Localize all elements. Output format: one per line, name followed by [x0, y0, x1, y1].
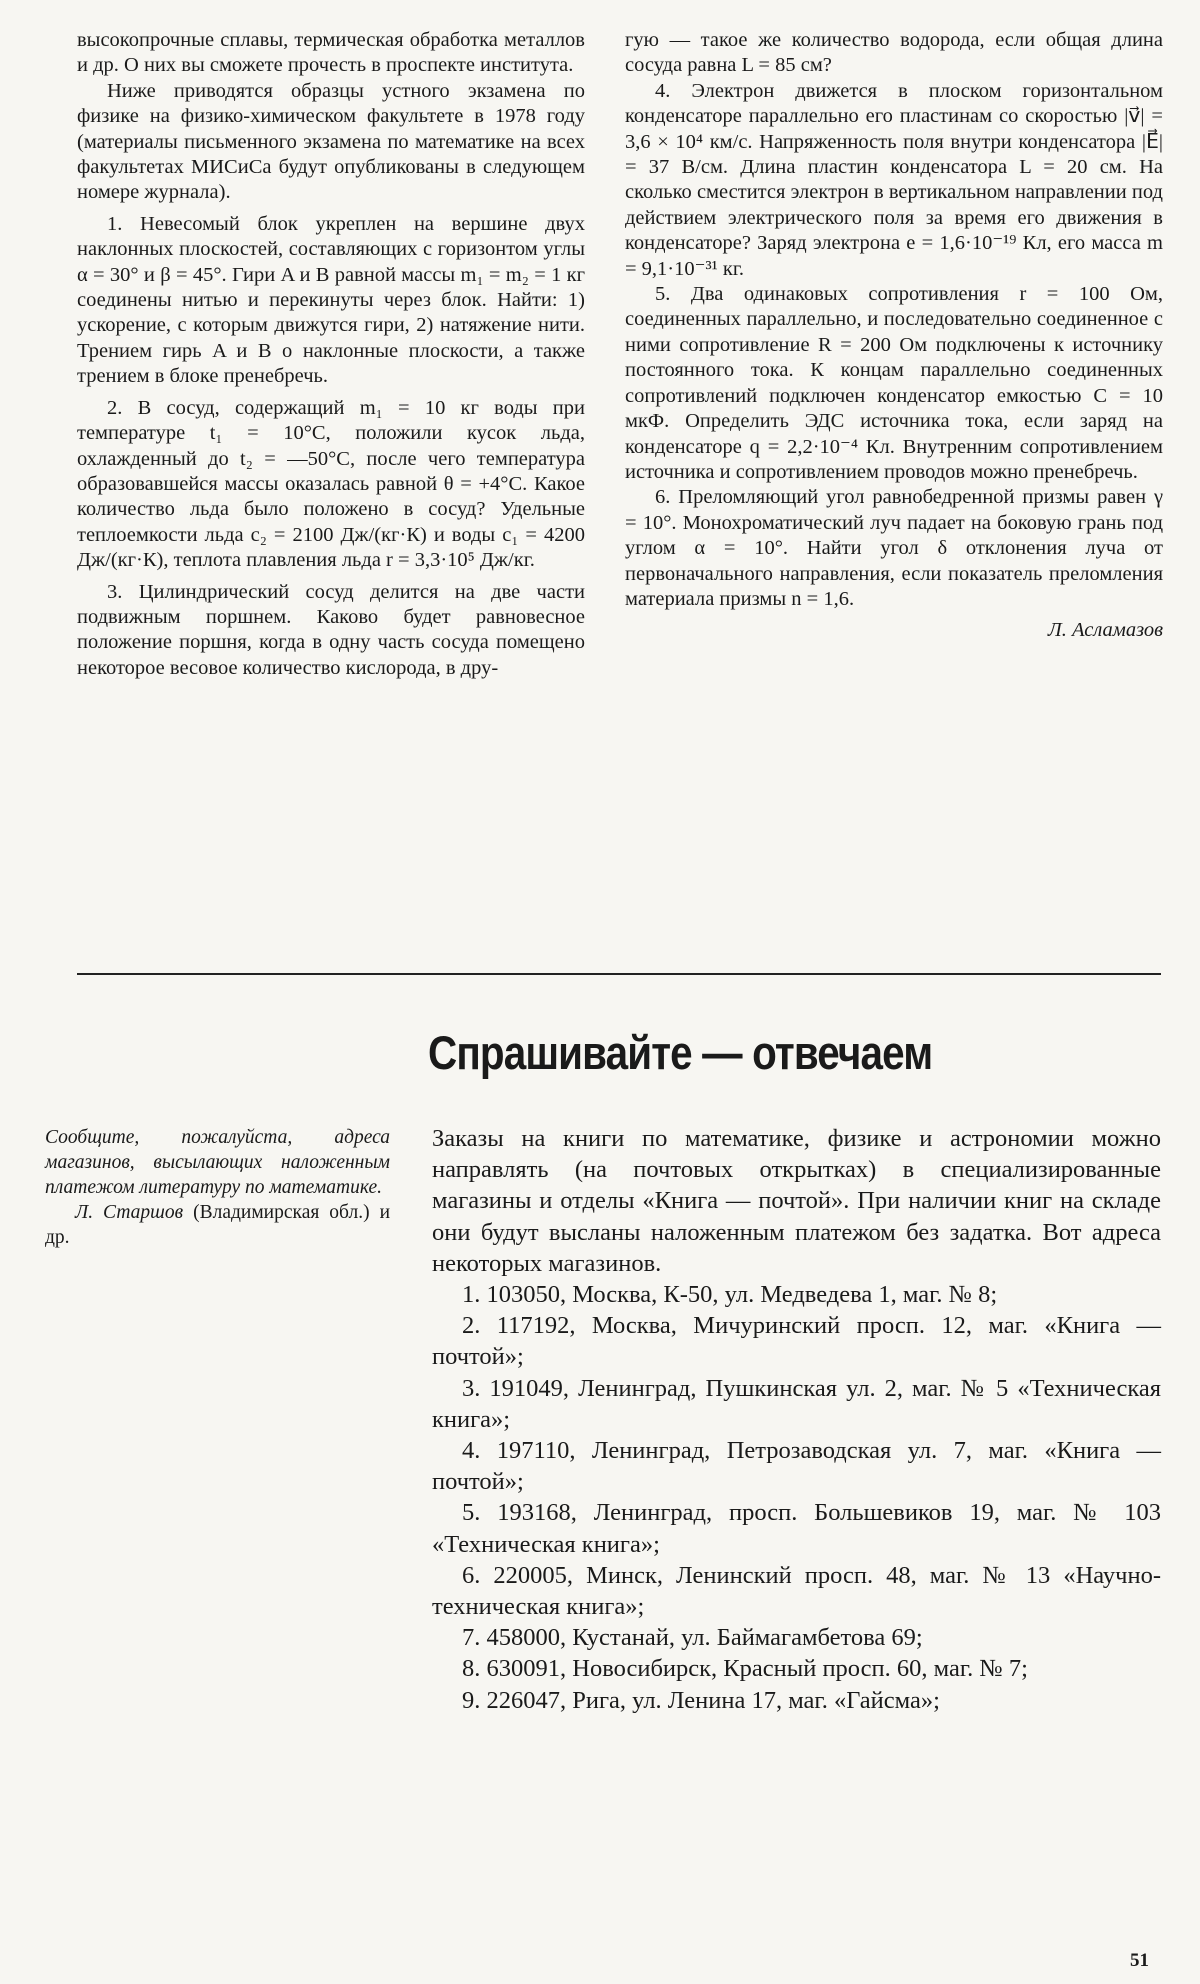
question-text: Сообщите, пожалуйста, адреса магазинов, высылающих наложенным платежом литературу по математике.	[45, 1127, 390, 1198]
address-item: 9. 226047, Рига, ул. Ленина 17, маг. «Гайсма»;	[462, 1686, 940, 1714]
problem-4: 4. Электрон движется в плоском горизонтальном конденсаторе параллельно его пластинам со скоростью |v⃗| = 3,6 × 10⁴ км/с. Напряженность поля внутри конденсатора |E⃗| = 37 В/см. Длина пластин конденсатора L = 20 см. На сколько сместится электрон в вертикальном направлении под действием электрического поля за время его движения в конденсаторе? Заряд электрона e = 1,6·10⁻¹⁹ Кл, его масса m = 9,1·10⁻³¹ кг.	[625, 79, 1163, 280]
right-column	[625, 28, 1163, 644]
intro-tail: высокопрочные сплавы, термическая обработка металлов и др. О них вы сможете прочесть в проспекте института.	[77, 29, 585, 77]
reader-question	[45, 1125, 390, 1250]
answer	[432, 1123, 1161, 1716]
problem-6: 6. Преломляющий угол равнобедренной призмы равен γ = 10°. Монохроматический луч падает на боковую грань под углом α = 10°. Найти угол δ отклонения луча от первоначального направления, если показатель преломления материала призмы n = 1,6.	[625, 486, 1163, 610]
problem-3: 3. Цилиндрический сосуд делится на две части подвижным поршнем. Каково будет равновесное положение поршня, когда в одну часть сосуда помещено некоторое весовое количество кислорода, в дру-	[77, 580, 585, 679]
left-column	[77, 28, 585, 681]
address-item: 2. 117192, Москва, Мичуринский просп. 12, маг. «Книга — почтой»;	[432, 1312, 1161, 1371]
page-number: 51	[1130, 1950, 1149, 1971]
question-author-note: (Владимирская обл.) и др.	[45, 1202, 390, 1248]
address-item: 7. 458000, Кустанай, ул. Баймагамбетова 69;	[462, 1624, 923, 1652]
answer-intro: Заказы на книги по математике, физике и астрономии можно направлять (на почтовых открытках) в специализированные магазины и отделы «Книга — почтой». При наличии книг на складе они будут высланы наложенным платежом без задатка. Вот адреса некоторых магазинов.	[432, 1125, 1161, 1277]
address-item: 4. 197110, Ленинград, Петрозаводская ул. 7, маг. «Книга — почтой»;	[432, 1437, 1161, 1496]
problem-5: 5. Два одинаковых сопротивления r = 100 Ом, соединенных параллельно, и последовательно соединенное с ними сопротивление R = 200 Ом подключены к источнику постоянного тока. К концам параллельно соединенных сопротивлений подключен конденсатор емкостью C = 10 мкФ. Определить ЭДС источника тока, если заряд на конденсаторе q = 2,2·10⁻⁴ Кл. Внутренним сопротивлением источника и сопротивлением проводов можно пренебречь.	[625, 283, 1163, 483]
address-item: 6. 220005, Минск, Ленинский просп. 48, маг. № 13 «Научно-техническая книга»;	[432, 1561, 1161, 1621]
question-author: Л. Старшов	[75, 1202, 184, 1223]
address-item: 8. 630091, Новосибирск, Красный просп. 60, маг. № 7;	[462, 1655, 1028, 1683]
section-heading: Спрашивайте — отвечаем	[428, 1026, 933, 1079]
section-divider	[77, 973, 1161, 975]
address-item: 3. 191049, Ленинград, Пушкинская ул. 2, маг. № 5 «Техническая книга»;	[432, 1374, 1161, 1433]
problem-1: 1. Невесомый блок укреплен на вершине двух наклонных плоскостей, составляющих с горизонтом углы α = 30° и β = 45°. Гири A и B равной массы m₁ = m₂ = 1 кг соединены нитью и перекинуты через блок. Найти: 1) ускорение, с которым движутся гири, 2) натяжение нити. Трением гирь A и B о наклонные плоскости, а также трением в блоке пренебречь.	[77, 212, 585, 388]
address-item: 5. 193168, Ленинград, просп. Большевиков 19, маг. № 103 «Техническая книга»;	[432, 1499, 1161, 1558]
address-item: 1. 103050, Москва, К-50, ул. Медведева 1, маг. № 8;	[462, 1281, 998, 1309]
signature: Л. Асламазов	[1047, 619, 1163, 642]
problem-2: 2. В сосуд, содержащий m₁ = 10 кг воды при температуре t₁ = 10°С, положили кусок льда, охлажденный до t₂ = —50°С, после чего температура образовавшейся массы оказалась равной θ = +4°С. Какое количество льда было положено в сосуд? Удельные теплоемкости льда c₂ = 2100 Дж/(кг·К) и воды c₁ = 4200 Дж/(кг·К), теплота плавления льда r = 3,3·10⁵ Дж/кг.	[77, 396, 585, 572]
exam-intro: Ниже приводятся образцы устного экзамена по физике на физико-химическом факультете в 1978 году (материалы письменного экзамена по математике на всех факультетах МИСиСа будут опубликованы в следующем номере журнала).	[77, 79, 585, 204]
problem-3-tail: гую — такое же количество водорода, если общая длина сосуда равна L = 85 см?	[625, 29, 1163, 77]
